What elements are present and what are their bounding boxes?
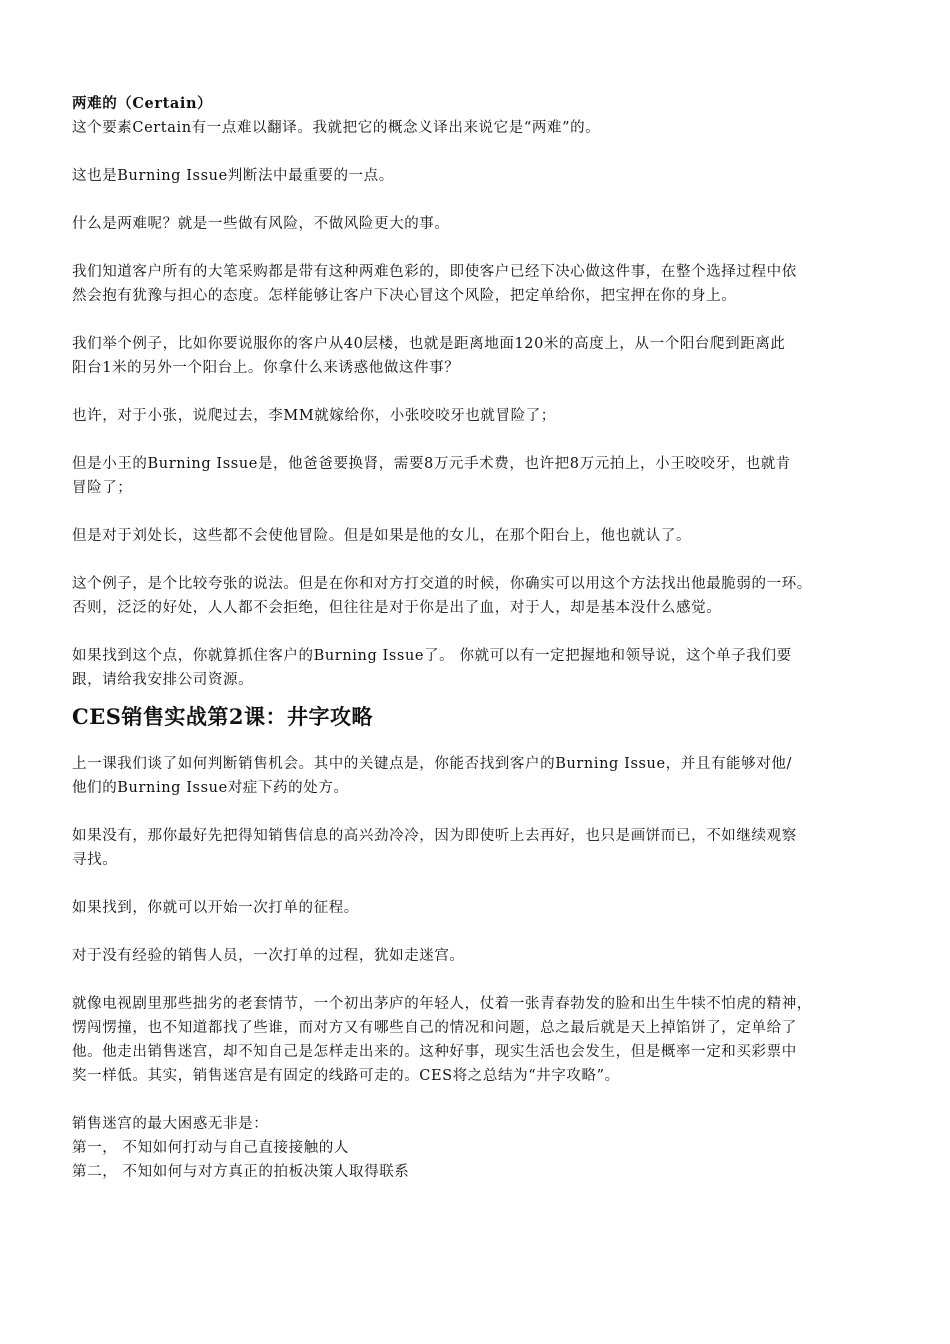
- text-line: 也许，对于小张，说爬过去，李MM就嫁给你，小张咬咬牙也就冒险了；: [72, 408, 556, 424]
- paragraph: [72, 164, 884, 188]
- text-line: 寻找。: [72, 852, 118, 868]
- paragraph: [72, 332, 884, 380]
- paragraph: [72, 944, 884, 968]
- text-line: 阳台1米的另外一个阳台上。你拿什么来诱惑他做这件事？: [72, 360, 460, 376]
- text-line: 就像电视剧里那些拙劣的老套情节，一个初出茅庐的年轻人，仗着一张青春勃发的脸和出生牛犊不怕虎的精神，: [72, 996, 812, 1012]
- text-line: 这个例子，是个比较夸张的说法。但是在你和对方打交道的时候，你确实可以用这个方法找出他最脆弱的一环。: [72, 576, 812, 592]
- text-line: 愣闯愣撞，也不知道都找了些谁，而对方又有哪些自己的情况和问题，总之最后就是天上掉馅饼了，定单给了: [72, 1020, 797, 1036]
- paragraph: [72, 1112, 884, 1184]
- paragraph: [72, 644, 884, 692]
- text-line: 对于没有经验的销售人员，一次打单的过程，犹如走迷宫。: [72, 948, 465, 964]
- text-line: 他们的Burning Issue对症下药的处方。: [72, 780, 349, 796]
- text-line: 但是对于刘处长，这些都不会使他冒险。但是如果是他的女儿，在那个阳台上，他也就认了。: [72, 528, 692, 544]
- text-line: 跟，请给我安排公司资源。: [72, 672, 254, 688]
- text-line: 销售迷宫的最大困惑无非是：: [72, 1116, 269, 1132]
- text-line: 这个要素Certain有一点难以翻译。我就把它的概念义译出来说它是“两难”的。: [72, 120, 601, 136]
- text-line: 我们举个例子，比如你要说服你的客户从40层楼，也就是距离地面120米的高度上，从一个阳台爬到距离此: [72, 336, 786, 352]
- paragraph: [72, 452, 884, 500]
- list-item: 第一， 不知如何打动与自己直接接触的人: [72, 1140, 350, 1156]
- text-line: 如果找到这个点，你就算抓住客户的Burning Issue了。 你就可以有一定把握地和领导说，这个单子我们要: [72, 648, 792, 664]
- paragraph: [72, 404, 884, 428]
- text-line: 如果找到，你就可以开始一次打单的征程。: [72, 900, 359, 916]
- text-line: 如果没有，那你最好先把得知销售信息的高兴劲冷冷，因为即使听上去再好，也只是画饼而已，不如继续观察: [72, 828, 797, 844]
- text-line: 冒险了；: [72, 480, 133, 496]
- text-line: 这也是Burning Issue判断法中最重要的一点。: [72, 168, 394, 184]
- text-line: 否则，泛泛的好处，人人都不会拒绝，但往往是对于你是出了血，对于人，却是基本没什么感觉。: [72, 600, 722, 616]
- paragraph: [72, 752, 884, 800]
- text-line: 奖一样低。其实，销售迷宫是有固定的线路可走的。CES将之总结为“井字攻略”。: [72, 1068, 620, 1084]
- document-page: [72, 92, 884, 1184]
- text-line: 上一课我们谈了如何判断销售机会。其中的关键点是，你能否找到客户的Burning Issue，并且有能够对他/: [72, 756, 792, 772]
- paragraph: [72, 572, 884, 620]
- text-line: 什么是两难呢？就是一些做有风险，不做风险更大的事。: [72, 216, 450, 232]
- chapter-title: CES销售实战第2课：井字攻略: [72, 704, 373, 729]
- paragraph: [72, 260, 884, 308]
- text-line: 但是小王的Burning Issue是，他爸爸要换肾，需要8万元手术费，也许把8万元拍上，小王咬咬牙，也就肯: [72, 456, 792, 472]
- paragraph: [72, 524, 884, 548]
- section-heading: 两难的（Certain）: [72, 95, 213, 112]
- paragraph: [72, 896, 884, 920]
- paragraph: [72, 824, 884, 872]
- list-item: 第二， 不知如何与对方真正的拍板决策人取得联系: [72, 1164, 410, 1180]
- paragraph: [72, 212, 884, 236]
- text-line: 我们知道客户所有的大笔采购都是带有这种两难色彩的，即使客户已经下决心做这件事，在整个选择过程中依: [72, 264, 797, 280]
- text-line: 他。他走出销售迷宫，却不知自己是怎样走出来的。这种好事，现实生活也会发生，但是概率一定和买彩票中: [72, 1044, 797, 1060]
- paragraph: [72, 992, 884, 1088]
- text-line: 然会抱有犹豫与担心的态度。怎样能够让客户下决心冒这个风险，把定单给你，把宝押在你的身上。: [72, 288, 737, 304]
- paragraph: [72, 116, 884, 140]
